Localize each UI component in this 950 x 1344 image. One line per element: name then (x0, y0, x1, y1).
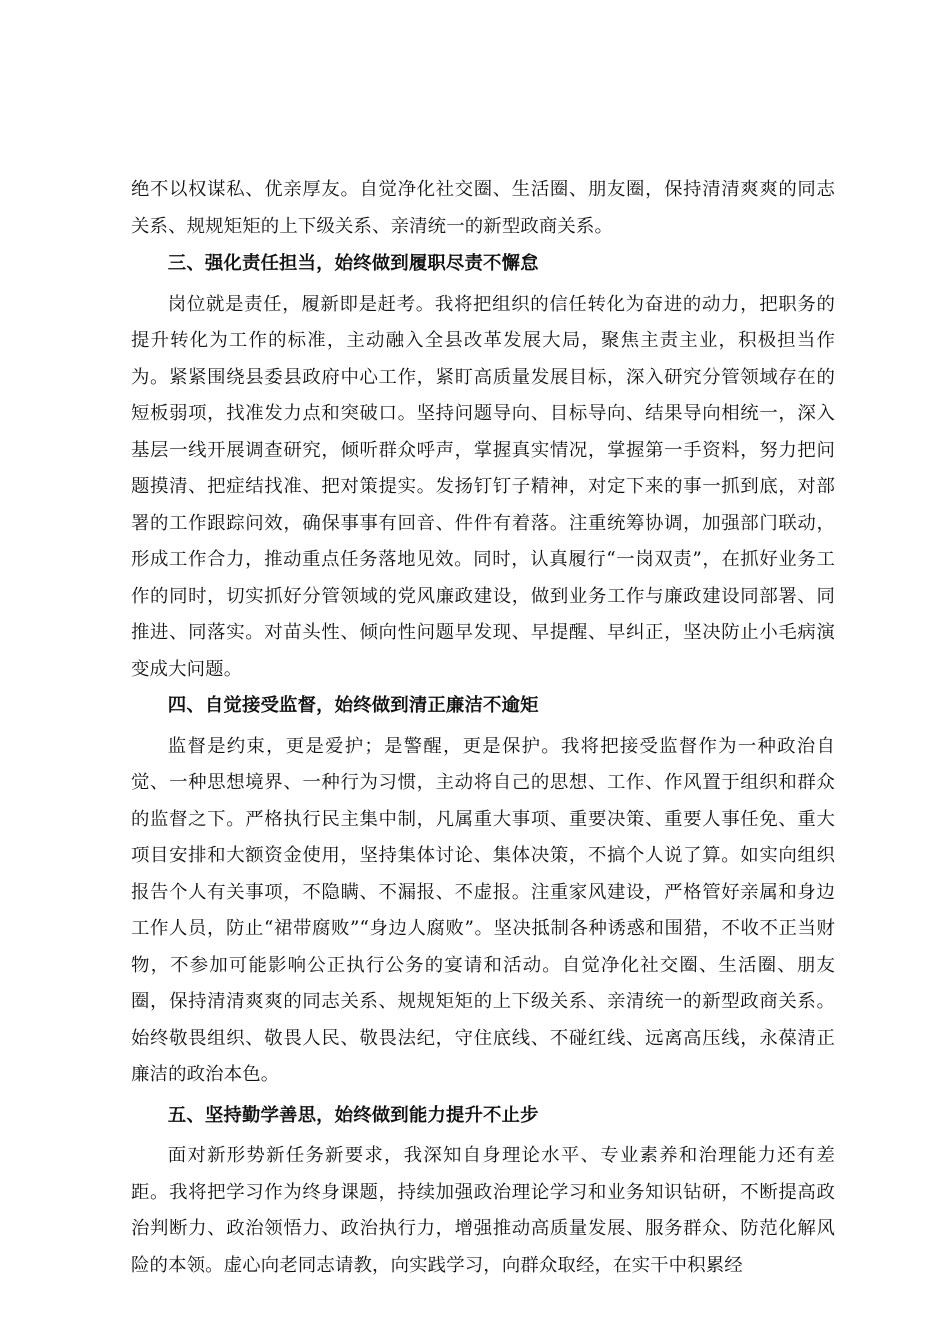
section-heading-5: 五、坚持勤学善思，始终做到能力提升不止步 (167, 1104, 539, 1126)
section-body-3: 岗位就是责任，履新即是赶考。我将把组织的信任转化为奋进的动力，把职务的提升转化为工作的标准，主动融入全县改革发展大局，聚焦主责主业，积极担当作为。紧紧围绕县委县政府中心工作，紧盯高质量发展目标，深入研究分管领域存在的短板弱项，找准发力点和突破口。坚持问题导向、目标导向、结果导向相统一，深入基层一线开展调查研究，倾听群众呼声，掌握真实情况，掌握第一手资料，努力把问题摸清、把症结找准、把对策提实。发扬钉钉子精神，对定下来的事一抓到底，对部署的工作跟踪问效，确保事事有回音、件件有着落。注重统筹协调，加强部门联动，形成工作合力，推动重点任务落地见效。同时，认真履行“一岗双责”，在抓好业务工作的同时，切实抓好分管领域的党风廉政建设，做到业务工作与廉政建设同部署、同推进、同落实。对苗头性、倾向性问题早发现、早提醒、早纠正，坚决防止小毛病演变成大问题。 (131, 293, 835, 680)
section-body-5: 面对新形势新任务新要求，我深知自身理论水平、专业素养和治理能力还有差距。我将把学习作为终身课题，持续加强政治理论学习和业务知识钻研，不断提高政治判断力、政治领悟力、政治执行力，增强推动高质量发展、服务群众、防范化解风险的本领。虚心向老同志请教，向实践学习，向群众取经，在实干中积累经 (131, 1145, 835, 1276)
section-body-4: 监督是约束，更是爱护；是警醒，更是保护。我将把接受监督作为一种政治自觉、一种思想境界、一种行为习惯，主动将自己的思想、工作、作风置于组织和群众的监督之下。严格执行民主集中制，凡属重大事项、重要决策、重要人事任免、重大项目安排和大额资金使用，坚持集体讨论、集体决策，不搞个人说了算。如实向组织报告个人有关事项，不隐瞒、不漏报、不虚报。注重家风建设，严格管好亲属和身边工作人员，防止“裙带腐败”“身边人腐败”。坚决抵制各种诱惑和围猎，不收不正当财物，不参加可能影响公正执行公务的宴请和活动。自觉净化社交圈、生活圈、朋友圈，保持清清爽爽的同志关系、规规矩矩的上下级关系、亲清统一的新型政商关系。始终敬畏组织、敬畏人民、敬畏法纪，守住底线、不碰红线、远离高压线，永葆清正廉洁的政治本色。 (131, 735, 835, 1085)
continuation-paragraph: 绝不以权谋私、优亲厚友。自觉净化社交圈、生活圈、朋友圈，保持清清爽爽的同志关系、规规矩矩的上下级关系、亲清统一的新型政商关系。 (131, 179, 835, 237)
section-heading-3: 三、强化责任担当，始终做到履职尽责不懈怠 (167, 253, 539, 274)
section-heading-4: 四、自觉接受监督，始终做到清正廉洁不逾矩 (167, 695, 539, 716)
document-page (131, 172, 835, 1284)
